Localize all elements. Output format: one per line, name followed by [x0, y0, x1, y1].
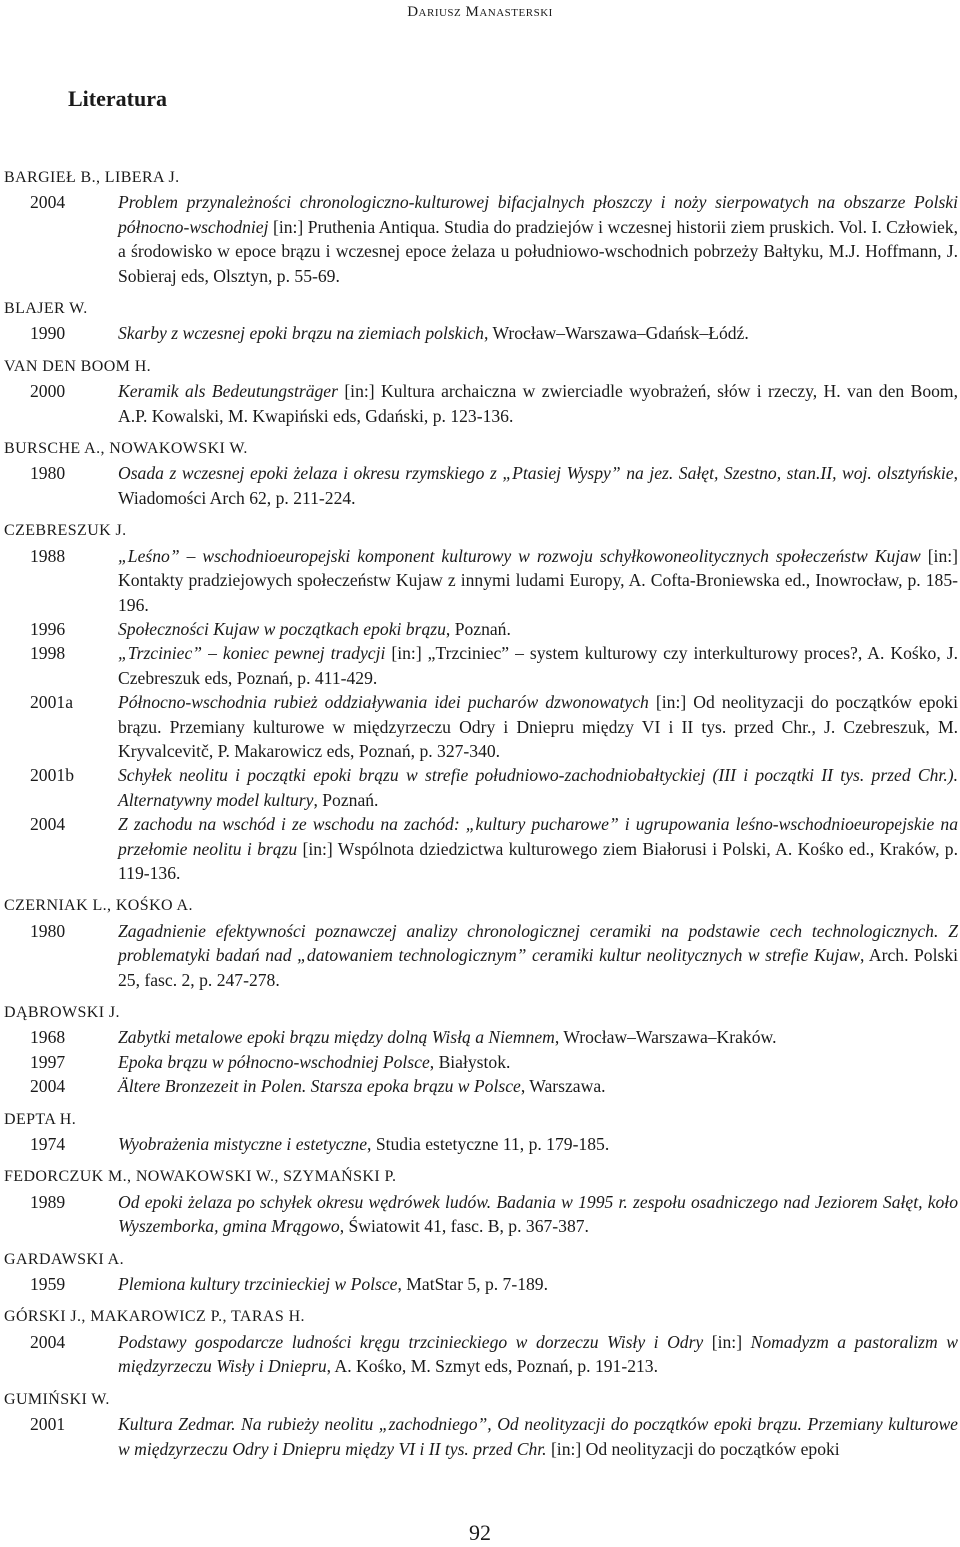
reference-title: Nomadyzm a pastoralizm w międzyrzeczu Wisły i Dniepru — [118, 1331, 958, 1377]
reference-text — [118, 617, 959, 641]
reference-title: „Leśno” – wschodnioeuropejski komponent kulturowy w rozwoju schyłkowoneolitycznych społeczeństw Kujaw — [118, 545, 921, 566]
reference-details: , Poznań. — [313, 789, 379, 810]
reference-author: CZERNIAK L., KOŚKO A. — [4, 897, 193, 915]
reference-text — [118, 379, 959, 428]
reference-title: Północno-wschodnia rubież oddziaływania idei pucharów dzwonowatych — [118, 692, 649, 713]
reference-author: DĄBROWSKI J. — [4, 1004, 120, 1021]
reference-title: Zabytki metalowe epoki brązu między dolną Wisłą a Niemnem — [118, 1027, 555, 1048]
reference-title: Skarby z wczesnej epoki brązu na ziemiach polskich — [118, 323, 484, 344]
reference-group — [4, 1305, 959, 1378]
reference-author: CZEBRESZUK J. — [4, 522, 127, 540]
reference-list — [4, 166, 959, 1461]
reference-details: , Warszawa. — [520, 1076, 606, 1097]
reference-entry — [4, 461, 959, 510]
reference-year: 2000 — [30, 381, 66, 402]
reference-text — [118, 812, 959, 885]
reference-group — [4, 519, 959, 885]
reference-text — [118, 763, 959, 812]
reference-text — [118, 461, 959, 510]
reference-year: 2004 — [30, 192, 66, 213]
reference-text — [118, 321, 959, 345]
reference-author: BLAJER W. — [4, 300, 88, 318]
reference-year: 1989 — [30, 1191, 66, 1212]
reference-details: , MatStar 5, p. 7-189. — [397, 1274, 548, 1295]
reference-year: 2004 — [30, 814, 66, 835]
reference-details: , Studia estetyczne 11, p. 179-185. — [367, 1134, 610, 1155]
reference-entry — [4, 379, 959, 428]
reference-year: 1959 — [30, 1274, 66, 1295]
reference-entry — [4, 763, 959, 812]
reference-year: 1980 — [30, 920, 66, 941]
reference-title: Problem przynależności chronologiczno-kulturowej bifacjalnych płoszczy i noży sierpowatych na obszarze Polski północno-wschodniej — [118, 192, 958, 237]
reference-year: 2004 — [30, 1076, 66, 1097]
reference-group — [4, 894, 959, 992]
reference-entry — [4, 1190, 959, 1239]
reference-text — [118, 1412, 959, 1461]
reference-title: Z zachodu na wschód i ze wschodu na zachód: „kultury pucharowe” i ugrupowania leśno-wschodnioeuropejskie na przełomie neolitu i brązu — [118, 814, 958, 859]
reference-text — [118, 190, 959, 288]
reference-group — [4, 1108, 959, 1157]
reference-title: Zagadnienie efektywności poznawczej analizy chronologicznej ceramiki na podstawie cech technologicznych. Z problematyki badań nad „datowaniem technologicznym” ceramiki kultur neolitycznych w strefie Kujaw — [118, 920, 958, 966]
reference-entry — [4, 1132, 959, 1156]
reference-text — [118, 1190, 959, 1239]
reference-entry — [4, 690, 959, 763]
reference-title: Podstawy gospodarcze ludności kręgu trzcinieckiego w dorzeczu Wisły i Odry — [118, 1331, 704, 1352]
reference-text — [118, 544, 959, 617]
reference-group — [4, 297, 959, 346]
reference-title: Plemiona kultury trzcinieckiej w Polsce — [118, 1274, 398, 1295]
reference-title: Epoka brązu w północno-wschodniej Polsce — [118, 1051, 430, 1072]
reference-author: GÓRSKI J., MAKAROWICZ P., TARAS H. — [4, 1308, 305, 1326]
reference-entry — [4, 617, 959, 641]
reference-year: 2001b — [30, 765, 74, 786]
reference-year: 1974 — [30, 1134, 66, 1155]
reference-author: BARGIEŁ B., LIBERA J. — [4, 169, 180, 186]
reference-author: DEPTA H. — [4, 1110, 77, 1128]
reference-entry — [4, 1025, 959, 1049]
section-title: Literatura — [68, 86, 167, 111]
reference-entry — [4, 812, 959, 885]
reference-text — [118, 1074, 959, 1098]
reference-group — [4, 355, 959, 428]
reference-text — [118, 919, 959, 992]
reference-details: , Wiadomości Arch 62, p. 211-224. — [118, 463, 958, 508]
reference-entry — [4, 190, 959, 288]
reference-year: 2001a — [30, 692, 73, 713]
reference-entry — [4, 1050, 959, 1074]
reference-details: , Arch. Polski 25, fasc. 2, p. 247-278. — [118, 945, 959, 990]
reference-details: [in:] „Trzciniec” – system kulturowy czy interkulturowy proces?, A. Kośko, J. Czebreszuk eds, Poznań, p. 411-429. — [118, 643, 958, 688]
reference-year: 1997 — [30, 1051, 66, 1072]
reference-details: , A. Kośko, M. Szmyt eds, Poznań, p. 191-213. — [326, 1356, 658, 1377]
reference-text — [118, 690, 959, 763]
reference-year: 2001 — [30, 1414, 66, 1435]
reference-author: GUMIŃSKI W. — [4, 1390, 110, 1408]
reference-details: [in:] Od neolityzacji do początków epoki brązu. Przemiany kulturowe w międzyrzeczu Odry i Dniepru między VI i II tys. przed Chr., J. Czebreszuk, M. Kryvalcevitč, P. Makarowicz eds, Poznań, p. 327-340. — [118, 692, 958, 761]
reference-entry — [4, 544, 959, 617]
reference-details: , Poznań. — [445, 618, 511, 639]
reference-entry — [4, 321, 959, 345]
reference-text — [118, 1132, 959, 1156]
reference-text — [118, 1272, 959, 1296]
reference-text — [118, 641, 959, 690]
reference-title: Od epoki żelaza po schyłek okresu wędrówek ludów. Badania w 1995 r. zespołu osadniczego nad Jeziorem Sałęt, koło Wyszemborka, gmina Mrągowo — [118, 1191, 958, 1237]
reference-entry — [4, 1412, 959, 1461]
reference-details: , Białystok. — [429, 1051, 511, 1072]
reference-group — [4, 437, 959, 510]
reference-entry — [4, 1074, 959, 1098]
reference-details: , Wrocław–Warszawa–Gdańsk–Łódź. — [483, 323, 749, 344]
reference-details: [in:] Kontakty pradziejowych społeczeństw Kujaw z innymi ludami Europy, A. Cofta-Broniewska ed., Inowrocław, p. 185-196. — [118, 545, 958, 615]
reference-details: [in:] — [703, 1331, 751, 1352]
reference-group — [4, 1388, 959, 1461]
reference-year: 1980 — [30, 463, 66, 484]
reference-details: , Wrocław–Warszawa–Kraków. — [554, 1027, 777, 1048]
reference-group — [4, 1001, 959, 1099]
reference-entry — [4, 641, 959, 690]
reference-details: , Światowit 41, fasc. B, p. 367-387. — [339, 1216, 589, 1237]
reference-year: 1996 — [30, 618, 66, 639]
reference-year: 1990 — [30, 323, 66, 344]
reference-year: 2004 — [30, 1331, 66, 1352]
reference-title: „Trzciniec” – koniec pewnej tradycji — [118, 643, 386, 664]
reference-title: Osada z wczesnej epoki żelaza i okresu rzymskiego z „Ptasiej Wyspy” na jez. Sałęt, Szestno, stan.II, woj. olsztyńskie — [118, 463, 954, 484]
reference-title: Keramik als Bedeutungsträger — [118, 381, 338, 402]
reference-text — [118, 1050, 959, 1074]
reference-group — [4, 166, 959, 288]
reference-details: [in:] Wspólnota dziedzictwa kulturowego ziem Białorusi i Polski, A. Kośko ed., Kraków, p. 119-136. — [118, 838, 958, 883]
reference-author: VAN DEN BOOM H. — [4, 357, 152, 375]
page-number: 92 — [469, 1520, 491, 1545]
reference-author: FEDORCZUK M., NOWAKOWSKI W., SZYMAŃSKI P. — [4, 1168, 397, 1186]
reference-group — [4, 1248, 959, 1297]
reference-year: 1988 — [30, 545, 66, 566]
reference-entry — [4, 919, 959, 992]
reference-title: Ältere Bronzezeit in Polen. Starsza epoka brązu w Polsce — [118, 1076, 521, 1097]
reference-entry — [4, 1272, 959, 1296]
reference-author: BURSCHE A., NOWAKOWSKI W. — [4, 440, 248, 458]
running-head: Dariusz Manasterski — [407, 4, 553, 20]
reference-text — [118, 1025, 959, 1049]
reference-entry — [4, 1330, 959, 1379]
reference-details: [in:] Od neolityzacji do początków epoki — [546, 1438, 840, 1459]
reference-title: Wyobrażenia mistyczne i estetyczne — [118, 1134, 368, 1155]
reference-year: 1998 — [30, 643, 66, 664]
reference-title: Kultura Zedmar. Na rubieży neolitu „zachodniego”, Od neolityzacji do początków epoki brązu. Przemiany kulturowe w międzyrzeczu Odry i Dniepru między VI i II tys. przed Chr. — [118, 1414, 958, 1459]
reference-group — [4, 1165, 959, 1238]
reference-details: [in:] Pruthenia Antiqua. Studia do pradziejów i wczesnej historii ziem pruskich. Vol. I. Człowiek, a środowisko w epoce brązu i wczesnej epoce żelaza u południowo-wschodnich pobrzeży Bałtyku, M.J. Hoffmann, J. Sobieraj eds, Olsztyn, p. 55-69. — [118, 216, 958, 286]
reference-author: GARDAWSKI A. — [4, 1250, 124, 1268]
reference-text — [118, 1330, 959, 1379]
reference-title: Społeczności Kujaw w początkach epoki brązu — [118, 618, 446, 639]
reference-title: Schyłek neolitu i początki epoki brązu w strefie południowo-zachodniobałtyckiej (III i początki II tys. przed Chr.). Alternatywny model kultury — [118, 765, 958, 810]
reference-details: [in:] Kultura archaiczna w zwierciadle wyobrażeń, słów i rzeczy, H. van den Boom, A.P. Kowalski, M. Kwapiński eds, Gdański, p. 123-136. — [118, 381, 958, 426]
reference-year: 1968 — [30, 1027, 66, 1048]
